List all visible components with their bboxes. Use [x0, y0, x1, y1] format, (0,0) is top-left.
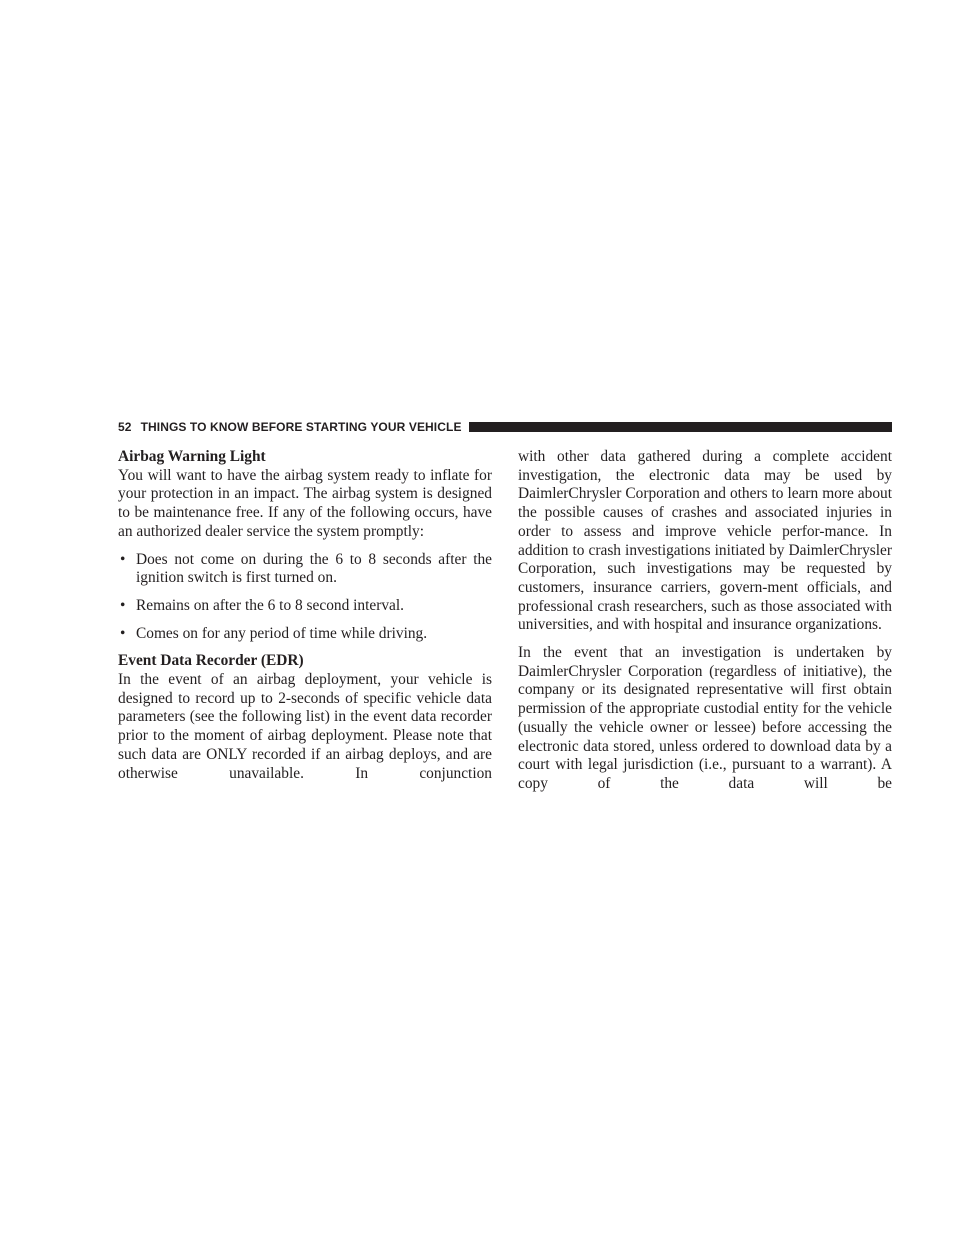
right-column [518, 448, 892, 794]
airbag-warning-heading: Airbag Warning Light [118, 448, 266, 465]
header-rule-bar [469, 422, 892, 432]
list-item [118, 625, 492, 644]
bullet-icon: • [120, 550, 126, 568]
left-column [118, 448, 492, 783]
page-header [118, 419, 892, 435]
section-title: THINGS TO KNOW BEFORE STARTING YOUR VEHICLE [140, 420, 462, 434]
investigation-paragraph: with other data gathered during a complete accident investigation, the electronic data may be used by DaimlerChrysler Corporation and others to learn more about the possible causes of crashes and associated injuries in order to assess and improve vehicle perfor-mance. In addition to crash investigations initiated by DaimlerChrysler Corporation, such investigations may be requested by customers, insurance carriers, govern-ment officials, and professional crash researchers, such as those associated with universities, and with hospital and insurance organizations. [518, 448, 892, 634]
edr-heading: Event Data Recorder (EDR) [118, 652, 304, 670]
page-number: 52 [118, 420, 132, 434]
bullet-icon: • [120, 596, 126, 614]
airbag-bullet-list [118, 551, 492, 644]
list-item [118, 551, 492, 588]
permission-paragraph: In the event that an investigation is undertaken by DaimlerChrysler Corporation (regardless of initiative), the company or its designated representative will first obtain permission of the appropriate custodial entity for the vehicle (usually the vehicle owner or lessee) before accessing the electronic data stored, unless ordered to download data by a court with legal jurisdiction (i.e., pursuant to a warrant). A copy of the data will be [518, 644, 892, 792]
airbag-intro-paragraph: You will want to have the airbag system ready to inflate for your protection in an impact. The airbag system is designed to be maintenance free. If any of the following occurs, have an authorized dealer service the system promptly: [118, 466, 492, 540]
bullet-text: Does not come on during the 6 to 8 seconds after the ignition switch is first turned on. [136, 550, 492, 587]
bullet-text: Comes on for any period of time while driving. [136, 624, 428, 642]
edr-paragraph: In the event of an airbag deployment, your vehicle is designed to record up to 2-seconds of specific vehicle data parameters (see the following list) in the event data recorder prior to the moment of airbag deployment. Please note that such data are ONLY recorded if an airbag deploys, and are otherwise unavailable. In conjunction [118, 671, 492, 782]
bullet-icon: • [120, 624, 126, 642]
bullet-text: Remains on after the 6 to 8 second interval. [136, 596, 404, 614]
list-item [118, 597, 492, 616]
